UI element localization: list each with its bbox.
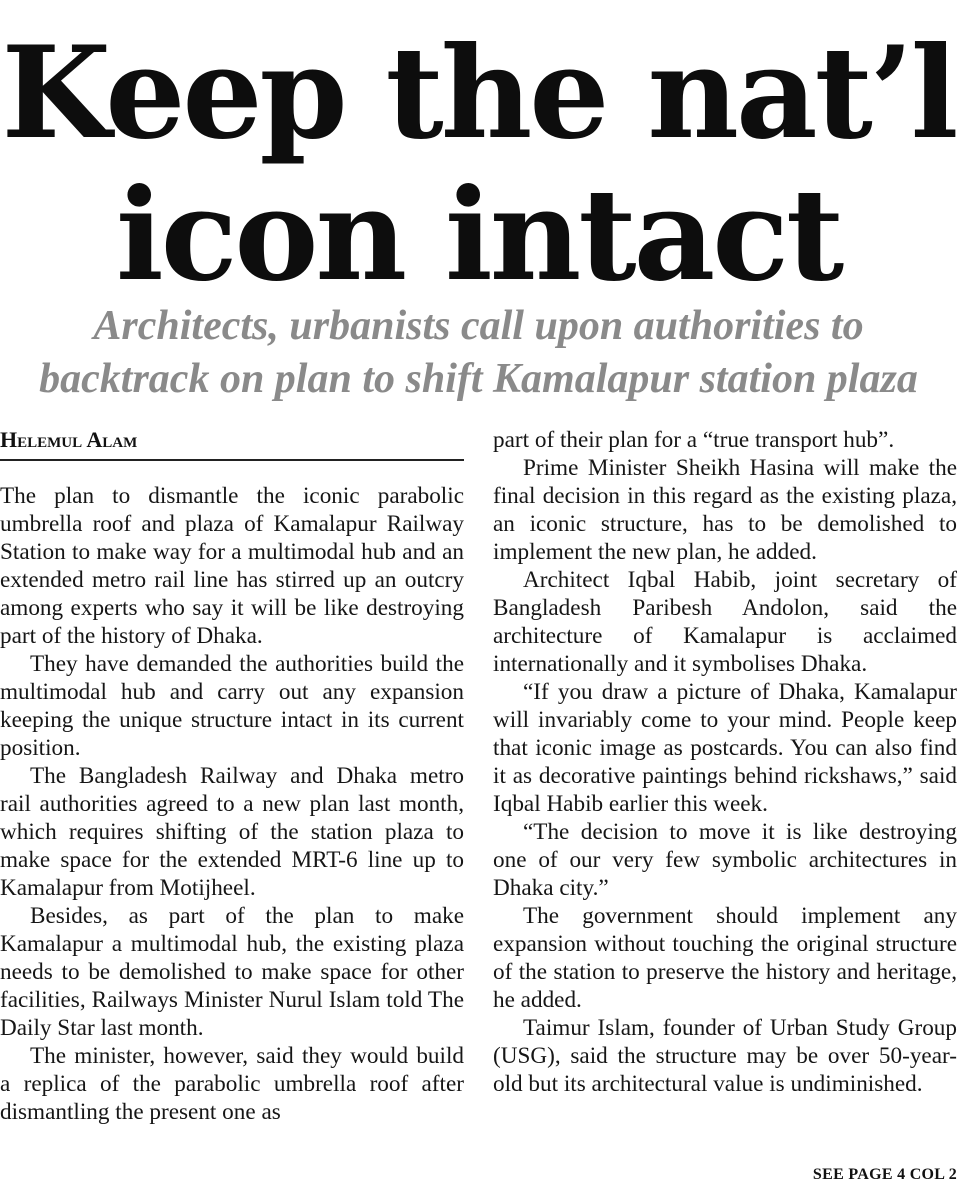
- article-paragraph: The Bangladesh Railway and Dhaka metro rail authorities agreed to a new plan last month, which requires shifting of the station plaza to make space for the extended MRT-6 line up to Kamalapur from Motijheel.: [0, 763, 464, 901]
- article-paragraph: The government should implement any expansion without touching the original structure of the station to preserve the history and heritage, he added.: [493, 903, 957, 1013]
- article-paragraph: Besides, as part of the plan to make Kamalapur a multimodal hub, the existing plaza needs to be demolished to make space for other facilities, Railways Minister Nurul Islam told The Daily Star last month.: [0, 903, 464, 1041]
- article-paragraph: Architect Iqbal Habib, joint secretary of Bangladesh Paribesh Andolon, said the architecture of Kamalapur is acclaimed internationally and it symbolises Dhaka.: [493, 567, 957, 677]
- byline-divider: [0, 459, 464, 461]
- jump-line: SEE PAGE 4 COL 2: [812, 1166, 957, 1183]
- headline: [0, 19, 957, 309]
- article-paragraph: “The decision to move it is like destroying one of our very few symbolic architectures in Dhaka city.”: [493, 819, 957, 901]
- article-paragraph: The minister, however, said they would build a replica of the parabolic umbrella roof after dismantling the present one as: [0, 1043, 464, 1125]
- subheadline: [0, 300, 957, 406]
- article-paragraph-continued: part of their plan for a “true transport hub”.: [493, 427, 895, 453]
- headline-line-1: Keep the nat’l: [1, 19, 956, 167]
- headline-line-2: icon intact: [115, 161, 842, 309]
- subheadline-line-1: Architects, urbanists call upon authorities to: [93, 303, 864, 349]
- right-column: [493, 426, 957, 1098]
- article-paragraph: They have demanded the authorities build the multimodal hub and carry out any expansion keeping the unique structure intact in its current position.: [0, 651, 464, 761]
- byline: Helemul Alam: [0, 427, 138, 452]
- subheadline-line-2: backtrack on plan to shift Kamalapur station plaza: [39, 356, 918, 402]
- left-column: [0, 426, 464, 1126]
- article-paragraph: Prime Minister Sheikh Hasina will make the final decision in this regard as the existing plaza, an iconic structure, has to be demolished to implement the new plan, he added.: [493, 455, 957, 565]
- article-paragraph: The plan to dismantle the iconic parabolic umbrella roof and plaza of Kamalapur Railway Station to make way for a multimodal hub and an extended metro rail line has stirred up an outcry among experts who say it will be like destroying part of the history of Dhaka.: [0, 483, 464, 649]
- article-paragraph: “If you draw a picture of Dhaka, Kamalapur will invariably come to your mind. People keep that iconic image as postcards. You can also find it as decorative paintings behind rickshaws,” said Iqbal Habib earlier this week.: [493, 679, 957, 817]
- article-paragraph: Taimur Islam, founder of Urban Study Group (USG), said the structure may be over 50-year-old but its architectural value is undiminished.: [493, 1015, 957, 1097]
